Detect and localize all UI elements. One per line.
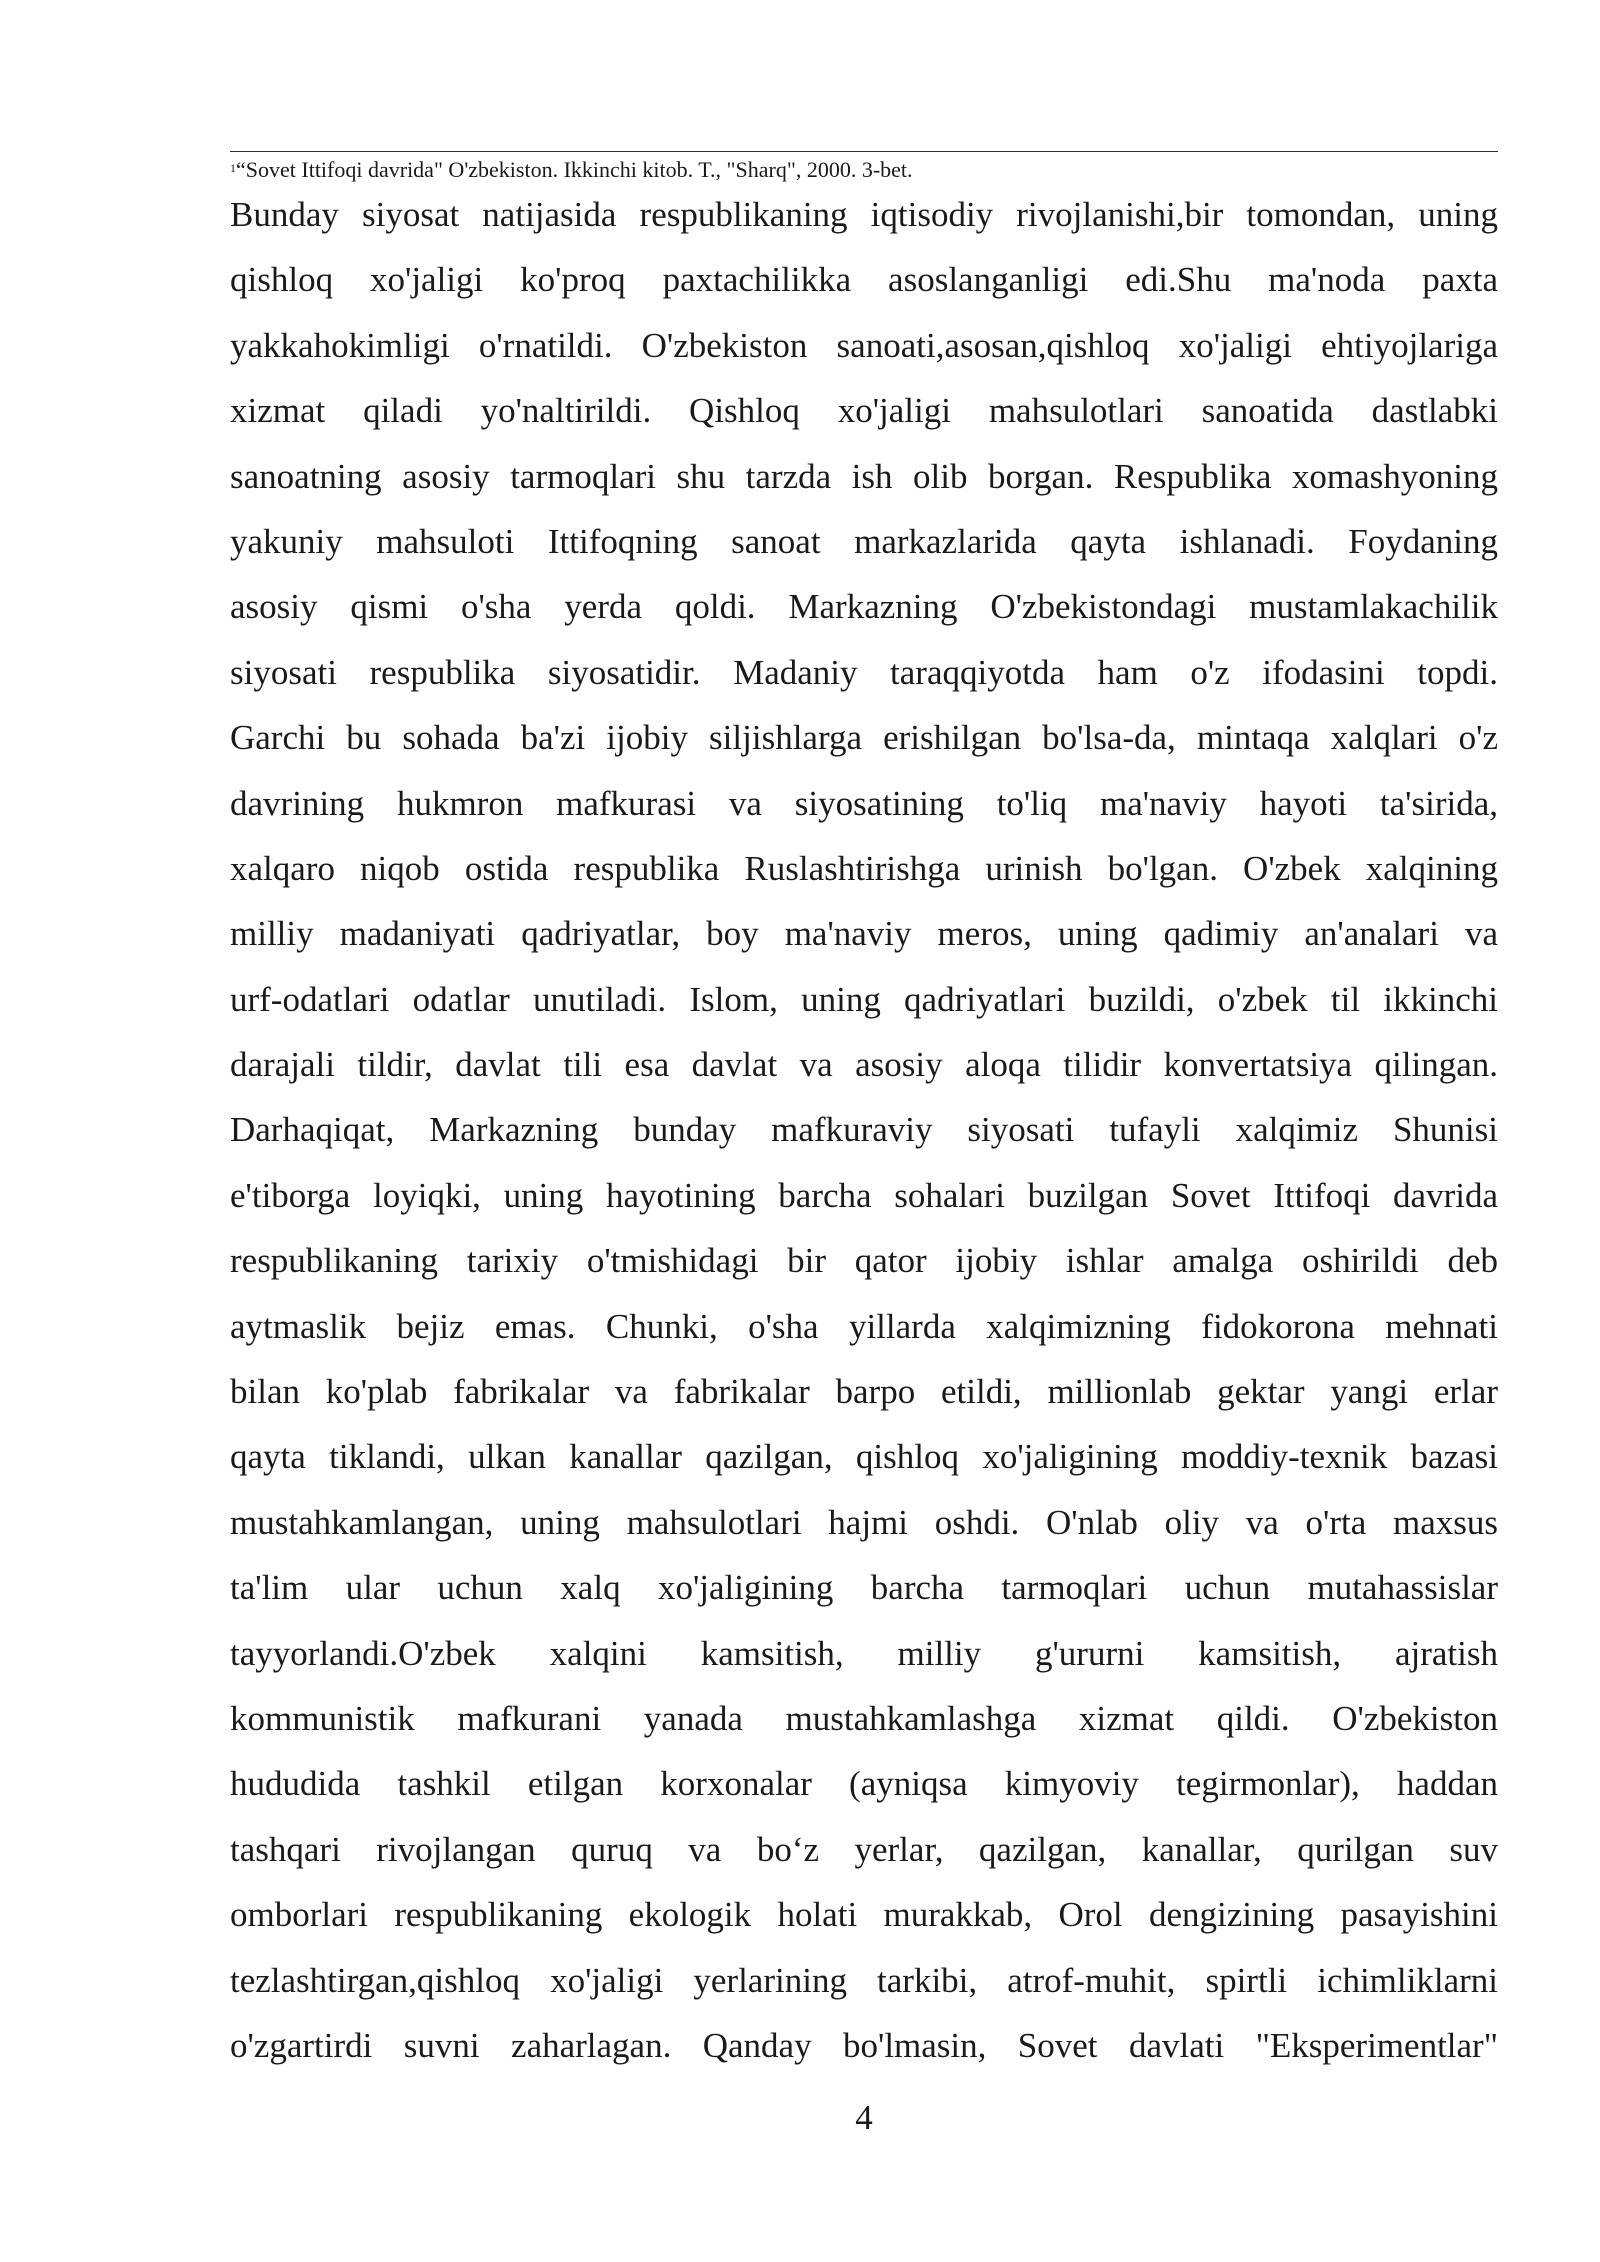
paragraph-line: Garchi bu sohada ba'zi ijobiy siljishlarga erishilgan bo'lsa-da, mintaqa xalqlari o'z — [230, 718, 1498, 758]
paragraph-line: aytmaslik bejiz emas. Chunki, o'sha yillarda xalqimizning fidokorona mehnati — [230, 1306, 1498, 1346]
paragraph-line: kommunistik mafkurani yanada mustahkamlashga xizmat qildi. O'zbekiston — [230, 1698, 1498, 1738]
footnote — [230, 156, 1498, 184]
paragraph-line: davrining hukmron mafkurasi va siyosatining to'liq ma'naviy hayoti ta'sirida, — [230, 783, 1498, 823]
paragraph-line: siyosati respublika siyosatidir. Madaniy taraqqiyotda ham o'z ifodasini topdi. — [230, 652, 1498, 692]
paragraph-line: asosiy qismi o'sha yerda qoldi. Markazning O'zbekistondagi mustamlakachilik — [230, 587, 1498, 627]
paragraph-line: urf-odatlari odatlar unutiladi. Islom, uning qadriyatlari buzildi, o'zbek til ikkinchi — [230, 979, 1498, 1019]
paragraph-line: qayta tiklandi, ulkan kanallar qazilgan, qishloq xo'jaligining moddiy-texnik bazasi — [230, 1437, 1498, 1477]
paragraph-line: sanoatning asosiy tarmoqlari shu tarzda ish olib borgan. Respublika xomashyoning — [230, 456, 1498, 496]
paragraph-line: omborlari respublikaning ekologik holati murakkab, Orol dengizining pasayishini — [230, 1895, 1498, 1935]
paragraph-line: xalqaro niqob ostida respublika Ruslashtirishga urinish bo'lgan. O'zbek xalqining — [230, 848, 1498, 888]
paragraph-line: mustahkamlangan, uning mahsulotlari hajmi oshdi. O'nlab oliy va o'rta maxsus — [230, 1502, 1498, 1542]
page-number: 4 — [855, 2098, 873, 2137]
paragraph-line: o'zgartirdi suvni zaharlagan. Qanday bo'lmasin, Sovet davlati "Eksperimentlar" — [230, 2025, 1498, 2065]
paragraph-line: hududida tashkil etilgan korxonalar (ayniqsa kimyoviy tegirmonlar), haddan — [230, 1764, 1498, 1804]
paragraph-line: ta'lim ular uchun xalq xo'jaligining barcha tarmoqlari uchun mutahassislar — [230, 1568, 1498, 1608]
paragraph-line: tayyorlandi.O'zbek xalqini kamsitish, milliy g'ururni kamsitish, ajratish — [230, 1633, 1498, 1673]
paragraph-line: darajali tildir, davlat tili esa davlat va asosiy aloqa tilidir konvertatsiya qilingan. — [230, 1045, 1498, 1085]
paragraph-line: tashqari rivojlangan quruq va bo‘z yerlar, qazilgan, kanallar, qurilgan suv — [230, 1829, 1498, 1869]
paragraph-line: xizmat qiladi yo'naltirildi. Qishloq xo'jaligi mahsulotlari sanoatida dastlabki — [230, 391, 1498, 431]
paragraph-line: e'tiborga loyiqki, uning hayotining barcha sohalari buzilgan Sovet Ittifoqi davrida — [230, 1175, 1498, 1215]
paragraph-line: tezlashtirgan,qishloq xo'jaligi yerlarining tarkibi, atrof-muhit, spirtli ichimliklarni — [230, 1960, 1498, 2000]
footnote-text: “Sovet Ittifoqi davrida" O'zbekiston. Ikkinchi kitob. T., "Sharq", 2000. 3-bet. — [236, 157, 913, 182]
paragraph-line: yakkahokimligi o'rnatildi. O'zbekiston sanoati,asosan,qishloq xo'jaligi ehtiyojlariga — [230, 325, 1498, 365]
paragraph-line: respublikaning tarixiy o'tmishidagi bir qator ijobiy ishlar amalga oshirildi deb — [230, 1241, 1498, 1281]
paragraph-line: Darhaqiqat, Markazning bunday mafkuraviy siyosati tufayli xalqimiz Shunisi — [230, 1110, 1498, 1150]
footnote-separator — [230, 151, 1498, 152]
paragraph-line: qishloq xo'jaligi ko'proq paxtachilikka asoslanganligi edi.Shu ma'noda paxta — [230, 260, 1498, 300]
paragraph-line: yakuniy mahsuloti Ittifoqning sanoat markazlarida qayta ishlanadi. Foydaning — [230, 521, 1498, 561]
body-paragraph — [230, 182, 1498, 2078]
paragraph-line: Bunday siyosat natijasida respublikaning iqtisodiy rivojlanishi,bir tomondan, uning — [230, 195, 1498, 234]
paragraph-line: bilan ko'plab fabrikalar va fabrikalar barpo etildi, millionlab gektar yangi erlar — [230, 1372, 1498, 1412]
paragraph-line: milliy madaniyati qadriyatlar, boy ma'naviy meros, uning qadimiy an'analari va — [230, 914, 1498, 954]
footnote-marker: 1 — [230, 161, 236, 175]
